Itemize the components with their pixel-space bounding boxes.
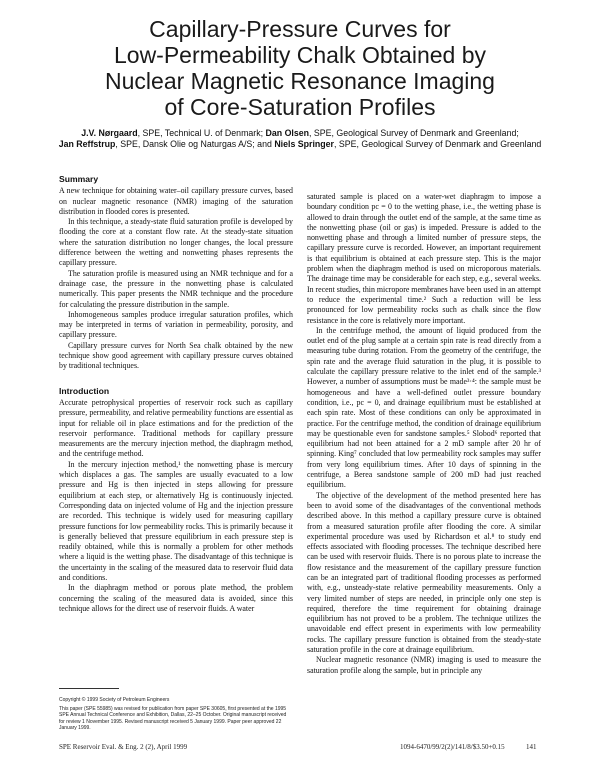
author-list — [30, 128, 570, 150]
intro-paragraph: In the diaphragm method or porous plate method, the problem concerning the scaling of the measured data is avoided, since this technique allows for the direct use of reservoir fluids. A water — [59, 583, 293, 613]
body-paragraph: The objective of the development of the method presented here has been to avoid some of the disadvantages of the conventional methods described above. In this method a capillary pressure curve is obtained from a measured saturation profile after flooding the core. A similar experimental procedure was used by Richardson et al.⁸ to study end effects associated with flooding processes. The technique described here can be used with reservoir fluids. There is no porous plate to increase the flow resistance and the measurement of the capillary pressure function can be an integrated part of traditional flooding processes as performed with, e.g., unsteady-state relative permeability measurements. Only a very limited number of steps are needed, in principle only one step is required, therefore the time requirement for obtaining drainage equilibrium has not proved to be a problem. The technique utilizes the unavoidable end effect present in experiments with low permeability rocks. The capillary pressure function is obtained from the steady-state saturation profile in the core at drainage equilibrium. — [307, 490, 541, 655]
author-affiliation: , SPE, Geological Survey of Denmark and Greenland — [333, 139, 542, 149]
summary-paragraph: The saturation profile is measured using an NMR technique and for a drainage case, the pressure in the nonwetting phase is calculated numerically. This paper presents the NMR technique and the procedure for calculating the pressure distribution in the sample. — [59, 268, 293, 309]
title-line: Low-Permeability Chalk Obtained by — [113, 42, 486, 68]
author-name: J.V. Nørgaard — [81, 128, 138, 138]
intro-paragraph: Accurate petrophysical properties of reservoir rock such as capillary pressure, permeability, and relative permeability functions are essential as input for reliable oil in place estimations and for the prediction of the reservoir performance. Traditional methods for capillary pressure measurements are the mercury injection method, the diaphragm method, and the centrifuge method. — [59, 397, 293, 459]
footnote-rule — [59, 688, 119, 689]
author-affiliation: , SPE, Dansk Olie og Naturgas A/S; and — [115, 139, 275, 149]
article-code: 1094-6470/99/2(2)/141/8/$3.50+0.15 — [400, 743, 505, 751]
body-paragraph: Nuclear magnetic resonance (NMR) imaging is used to measure the saturation profile along the sample, but in principle any — [307, 655, 541, 675]
title-line: of Core-Saturation Profiles — [164, 94, 436, 120]
author-affiliation: , SPE, Technical U. of Denmark; — [137, 128, 266, 138]
summary-paragraph: Inhomogeneous samples produce irregular saturation profiles, which may be interpreted in terms of variation in permeability, porosity, and capillary pressure. — [59, 309, 293, 340]
body-paragraph: saturated sample is placed on a water-wet diaphragm to impose a boundary condition pc = 0 to the wetting phase, i.e., the wetting phase is allowed to drain through the outlet end of the sample, at the same time as the nonwetting phase (oil or gas) is impeded. Pressure is added to the nonwetting phase and through a limited number of pressure steps, the capillary pressure curve is recorded. However, an important requirement is that equilibrium is obtained at each pressure step. This is the major problem when the diaphragm method is used on microporous materials. The drainage time may be considerable for each step, e.g., several weeks. In recent studies, thin micropore membranes have been used in an attempt to reduce the experimental time.² Such a reduction will be less pronounced for low permeability rocks such as chalk since the flow resistance in the core is relatively more important. — [307, 192, 542, 325]
journal-citation: SPE Reservoir Eval. & Eng. 2 (2), April 1999 — [59, 743, 188, 751]
intro-paragraph: In the mercury injection method,¹ the nonwetting phase is mercury which displaces a gas. The samples are usually evacuated to a low pressure and Hg is then injected in steps allowing for pressure equilibrium at each step, or alternatively Hg is continuously injected. Corresponding data on injected volume of Hg and the injection pressure are recorded. This technique is widely used for measuring capillary pressure functions for low permeability rocks. This is primarily because it is generally believed that pressure equilibrium in each pressure step is readily obtained, while this is normally a problem for other methods where a liquid is the wetting phase. The disadvantage of this technique is the uncertainty in the scaling of the measured data to reservoir fluid data and conditions. — [59, 459, 293, 582]
body-paragraph: In the centrifuge method, the amount of liquid produced from the outlet end of the plug sample at a certain spin rate is read directly from a measuring tube during rotation. From the geometry of the centrifuge, the spin rate and the average fluid saturation in the plug, it is possible to calculate the capillary pressure relative to the inlet end of the sample.³ However, a number of assumptions must be made³·⁴: the sample must be homogeneous and have a well-defined outlet pressure boundary condition, i.e., pc = 0, and drainage equilibrium must be established at each spin rate. Most of these conditions can only be approximated in practice. For the centrifuge method, the condition of drainage equilibrium may be questionable even for sandstone samples.⁵ Slobod⁶ reported that equilibrium had not been attained for a 2 mD sample after 20 hr of spinning. King⁷ concluded that low permeability rock samples may suffer from very long equilibrium times. After 10 days of spinning in the centrifuge, a Berea sandstone sample of 200 mD had just reached equilibrium. — [307, 325, 541, 490]
copyright-line: Copyright © 1999 Society of Petroleum Engineers — [59, 697, 170, 703]
title-line: Nuclear Magnetic Resonance Imaging — [105, 68, 495, 94]
publication-note: This paper (SPE 55985) was revised for publication from paper SPE 30605, first presented at the 1995 SPE Annual Technical Conference and Exhibition, Dallas, 22–25 October. Original manuscript received for review 1 November 1995. Revised manuscript received 5 January 1999. Paper peer approved 22 January 1999. — [59, 706, 287, 731]
author-name: Jan Reffstrup — [58, 139, 116, 149]
summary-heading: Summary — [59, 174, 99, 184]
summary-paragraph: A new technique for obtaining water–oil capillary pressure curves, based on nuclear magnetic resonance (NMR) imaging of the saturation distribution in flooded cores is presented. — [59, 186, 293, 216]
footnote — [59, 697, 293, 731]
author-name: Niels Springer — [274, 139, 334, 149]
title-line: Capillary-Pressure Curves for — [149, 16, 451, 42]
author-name: Dan Olsen — [265, 128, 310, 138]
paper-title — [40, 16, 560, 120]
author-affiliation: , SPE, Geological Survey of Denmark and Greenland; — [309, 128, 519, 138]
page-number: 141 — [526, 743, 537, 751]
right-column — [307, 192, 541, 676]
summary-paragraph: In this technique, a steady-state fluid saturation profile is developed by flooding the core at a constant flow rate. At the steady-state situation where the saturation distribution no longer changes, the local pressure difference between the wetting and nonwetting phases represents the capillary pressure. — [59, 217, 293, 268]
summary-paragraph: Capillary pressure curves for North Sea chalk obtained by the new technique show good agreement with capillary pressure curves obtained by traditional techniques. — [59, 340, 293, 371]
left-column — [59, 174, 293, 614]
introduction-heading: Introduction — [59, 385, 110, 396]
